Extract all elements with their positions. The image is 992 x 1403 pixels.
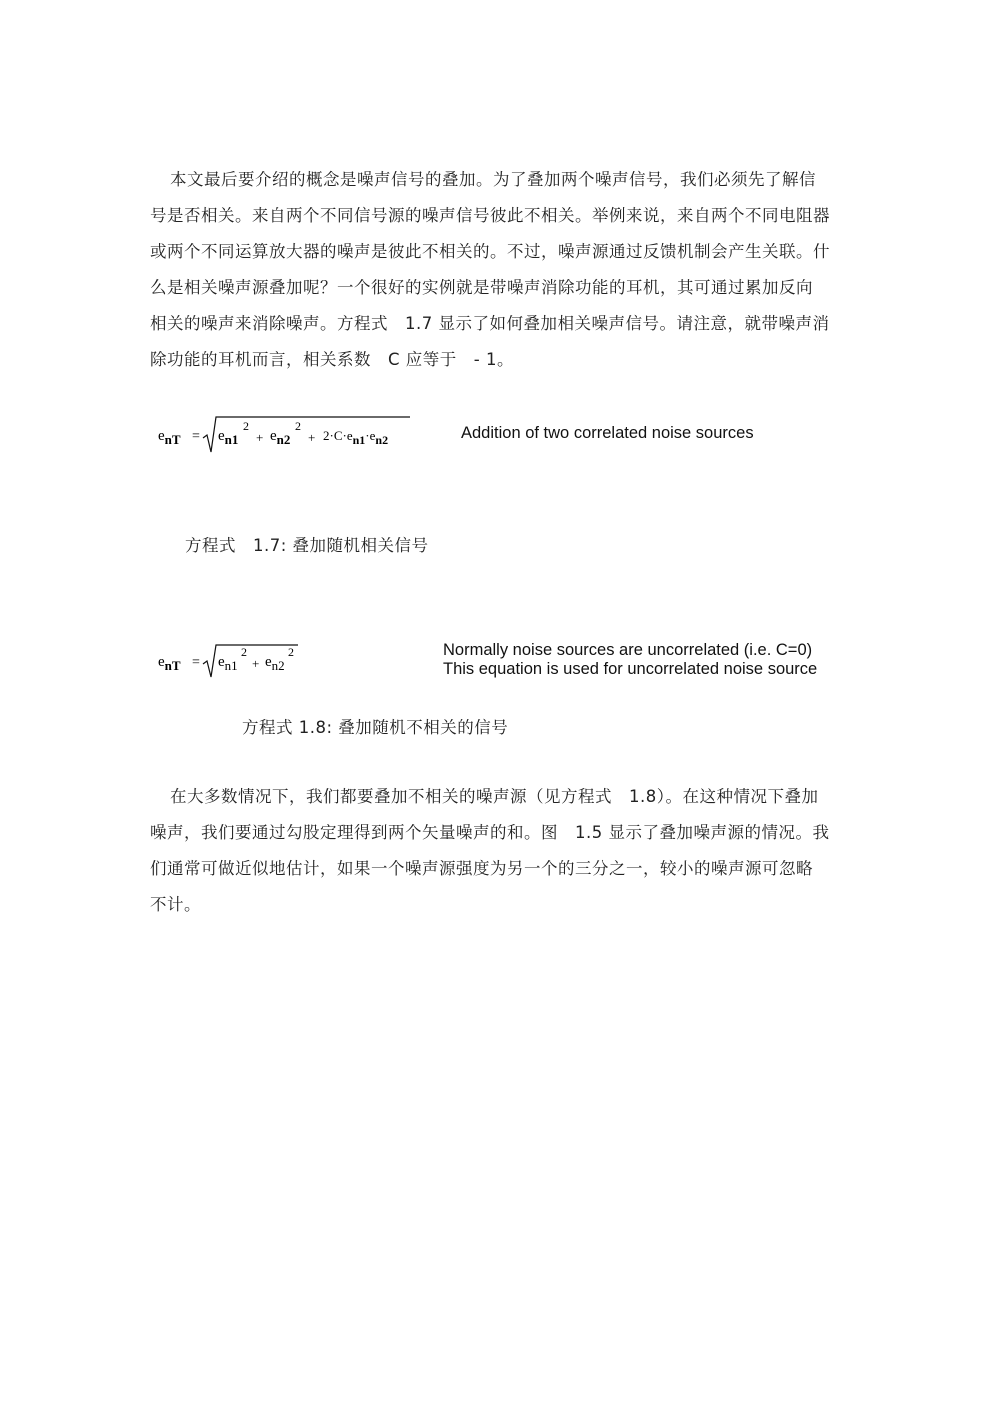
- paragraph-line: 不计。: [150, 895, 201, 914]
- eq-term2-sup: 2: [288, 645, 294, 659]
- eq-plus: +: [256, 430, 264, 445]
- equation-1-7: [158, 408, 418, 458]
- paragraph-line: 或两个不同运算放大器的噪声是彼此不相关的。不过，噪声源通过反馈机制会产生关联。什: [150, 242, 830, 261]
- eq-term2-sup: 2: [295, 419, 301, 433]
- paragraph-line: 除功能的耳机而言，相关系数 C 应等于 - 1。: [150, 350, 514, 369]
- paragraph-line: 们通常可做近似地估计，如果一个噪声源强度为另一个的三分之一，较小的噪声源可忽略: [150, 859, 813, 878]
- paragraph-line: 在大多数情况下，我们都要叠加不相关的噪声源（见方程式 1.8）。在这种情况下叠加: [170, 787, 819, 806]
- equation-1-8-note: [443, 641, 817, 679]
- eq-plus: +: [308, 430, 316, 445]
- eq-term2: en2: [265, 654, 285, 673]
- note-line: Normally noise sources are uncorrelated (i.e. C=0): [443, 641, 813, 659]
- equation-1-8-caption: 方程式 1.8: 叠加随机不相关的信号: [242, 718, 509, 737]
- eq-equals: =: [192, 429, 200, 444]
- summary-paragraph: [150, 779, 850, 923]
- intro-paragraph: [150, 162, 850, 378]
- paragraph-line: 噪声，我们要通过勾股定理得到两个矢量噪声的和。图 1.5 显示了叠加噪声源的情况。我: [150, 823, 830, 842]
- eq-lhs: enT: [158, 654, 181, 673]
- paragraph-line: 号是否相关。来自两个不同信号源的噪声信号彼此不相关。举例来说，来自两个不同电阻器: [150, 206, 830, 225]
- equation-1-8: [158, 640, 308, 682]
- eq-term2: en2: [270, 428, 291, 447]
- eq-term1-sup: 2: [241, 645, 247, 659]
- paragraph-line: 么是相关噪声源叠加呢？一个很好的实例就是带噪声消除功能的耳机，其可通过累加反向: [150, 278, 813, 297]
- eq-equals: =: [192, 655, 200, 670]
- eq-term3: 2·C·en1·en2: [323, 428, 389, 447]
- eq-lhs: enT: [158, 428, 181, 447]
- paragraph-line: 相关的噪声来消除噪声。方程式 1.7 显示了如何叠加相关噪声信号。请注意，就带噪声消: [150, 314, 830, 333]
- eq-term1: en1: [218, 428, 239, 447]
- paragraph-line: 本文最后要介绍的概念是噪声信号的叠加。为了叠加两个噪声信号，我们必须先了解信: [170, 170, 816, 189]
- note-line: This equation is used for uncorrelated noise source: [443, 660, 818, 678]
- eq-plus: +: [252, 656, 260, 671]
- eq-term1-sup: 2: [243, 419, 249, 433]
- equation-1-7-caption: 方程式 1.7: 叠加随机相关信号: [185, 536, 429, 555]
- eq-term1: en1: [218, 654, 238, 673]
- equation-1-7-note: Addition of two correlated noise sources: [461, 424, 754, 442]
